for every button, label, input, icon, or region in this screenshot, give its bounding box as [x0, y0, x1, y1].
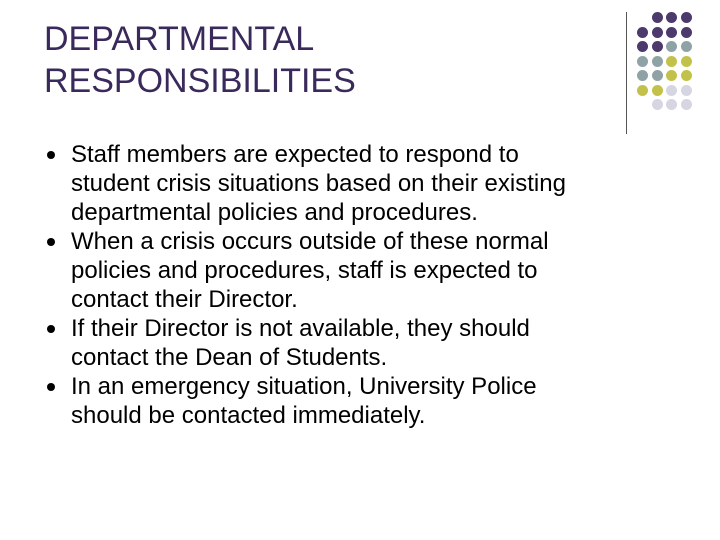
decorative-dot: [637, 85, 648, 96]
bullet-text-line: Staff members are expected to respond to: [71, 141, 519, 168]
decorative-dot: [666, 56, 677, 67]
slide-title-line: RESPONSIBILITIES: [44, 62, 356, 100]
bullet-item: [44, 372, 684, 430]
bullet-text-line: contact their Director.: [71, 286, 298, 313]
slide-title-line: DEPARTMENTAL: [44, 20, 315, 58]
bullet-text-line: policies and procedures, staff is expected to: [71, 257, 538, 284]
decorative-dot: [666, 12, 677, 23]
decorative-dot: [652, 99, 663, 110]
decorative-dot: [652, 85, 663, 96]
bullet-text-line: If their Director is not available, they should: [71, 315, 530, 342]
bullet-item: [44, 227, 684, 314]
decorative-dot: [652, 27, 663, 38]
decorative-dot: [637, 56, 648, 67]
decorative-dot: [681, 70, 692, 81]
decorative-divider: [626, 12, 627, 134]
decorative-dot: [652, 56, 663, 67]
decorative-dot: [681, 56, 692, 67]
decorative-dot: [681, 41, 692, 52]
bullet-text-line: In an emergency situation, University Police: [71, 373, 537, 400]
bullet-text-line: should be contacted immediately.: [71, 402, 426, 429]
decorative-dot: [637, 41, 648, 52]
decorative-dot: [681, 27, 692, 38]
decorative-dot: [681, 99, 692, 110]
decorative-dot: [666, 85, 677, 96]
bullet-text-line: departmental policies and procedures.: [71, 199, 478, 226]
slide-title: [44, 18, 604, 102]
decorative-dot: [666, 41, 677, 52]
decorative-dot: [681, 12, 692, 23]
decorative-dot: [666, 70, 677, 81]
bullet-text-line: contact the Dean of Students.: [71, 344, 388, 371]
bullet-text-line: student crisis situations based on their existing: [71, 170, 566, 197]
bullet-list: [44, 140, 684, 430]
decorative-dot: [681, 85, 692, 96]
decorative-dot: [666, 99, 677, 110]
decorative-dot: [652, 12, 663, 23]
bullet-item: [44, 140, 684, 227]
bullet-marker-icon: [47, 151, 55, 159]
decorative-dot: [666, 27, 677, 38]
bullet-marker-icon: [47, 383, 55, 391]
decorative-dot: [652, 41, 663, 52]
bullet-item: [44, 314, 684, 372]
bullet-marker-icon: [47, 238, 55, 246]
bullet-text-line: When a crisis occurs outside of these normal: [71, 228, 549, 255]
decorative-dot: [652, 70, 663, 81]
bullet-marker-icon: [47, 325, 55, 333]
decorative-dot: [637, 27, 648, 38]
decorative-dot: [637, 70, 648, 81]
